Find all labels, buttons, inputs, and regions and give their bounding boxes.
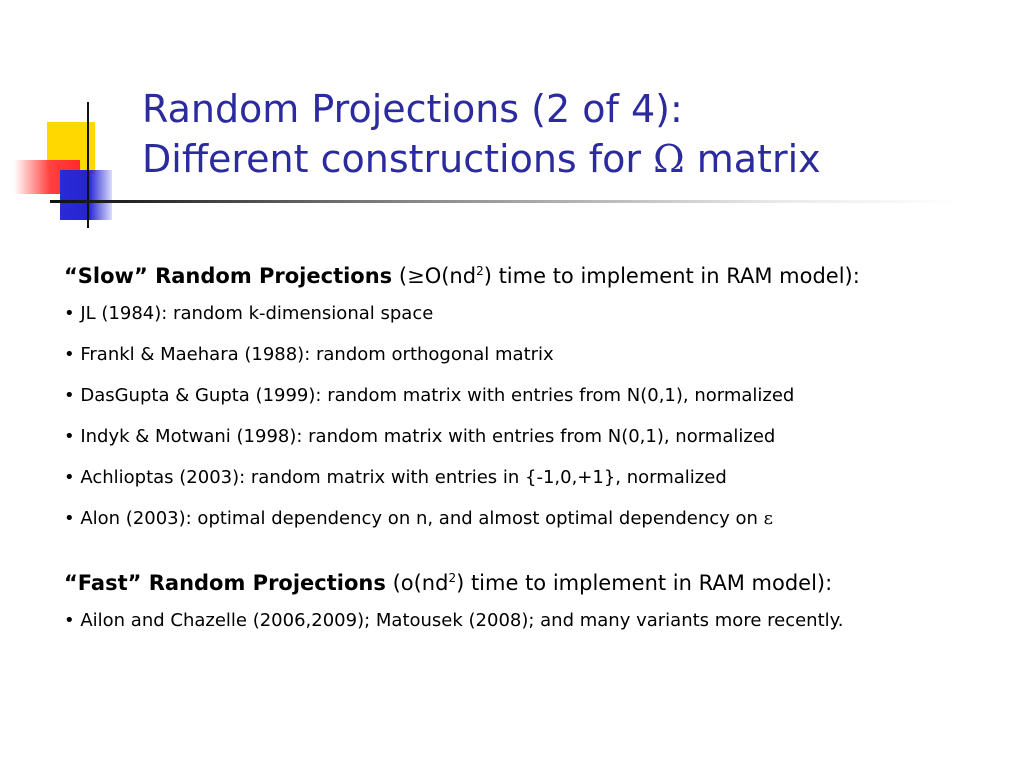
- fast-complexity: (o(nd: [392, 571, 449, 595]
- slow-heading: [64, 254, 1014, 293]
- title-underline: [50, 200, 960, 203]
- title-line-2-prefix: Different constructions for: [142, 137, 642, 181]
- fast-exponent: 2: [448, 571, 457, 585]
- ge-symbol: ≥: [407, 264, 425, 288]
- title-line-2-suffix: matrix: [696, 137, 821, 181]
- omega-symbol: Ω: [653, 137, 685, 181]
- slow-label: “Slow” Random Projections: [64, 264, 393, 288]
- decorative-squares: [0, 0, 160, 240]
- list-item: • Indyk & Motwani (1998): random matrix with entries from N(0,1), normalized: [64, 426, 776, 447]
- list-item: • Frankl & Maehara (1988): random orthogonal matrix: [64, 344, 554, 365]
- title-line-1: Random Projections (2 of 4):: [142, 87, 683, 131]
- blue-square-decoration: [60, 170, 112, 220]
- fast-heading-rest: ) time to implement in RAM model):: [456, 571, 833, 595]
- fast-label: “Fast” Random Projections: [64, 571, 386, 595]
- slow-exponent: 2: [476, 264, 484, 278]
- fast-heading: [64, 561, 1014, 600]
- list-item: • Achlioptas (2003): random matrix with entries in {-1,0,+1}, normalized: [64, 467, 727, 488]
- list-item: • DasGupta & Gupta (1999): random matrix with entries from N(0,1), normalized: [64, 385, 795, 406]
- slow-heading-rest: ) time to implement in RAM model):: [483, 264, 860, 288]
- slide-title: [142, 84, 1002, 184]
- list-item: • Ailon and Chazelle (2006,2009); Matousek (2008); and many variants more recently.: [64, 610, 844, 631]
- vertical-rule: [87, 102, 89, 228]
- slow-complexity: O(nd: [424, 264, 477, 288]
- title-line-2: [142, 134, 1002, 184]
- list-item: [64, 498, 1014, 539]
- alon-item-text: • Alon (2003): optimal dependency on n, and almost optimal dependency on: [64, 508, 758, 529]
- slide-body: [64, 254, 1014, 641]
- slow-paren: (: [398, 264, 408, 288]
- epsilon-symbol: ε: [763, 508, 773, 529]
- list-item: • JL (1984): random k-dimensional space: [64, 303, 434, 324]
